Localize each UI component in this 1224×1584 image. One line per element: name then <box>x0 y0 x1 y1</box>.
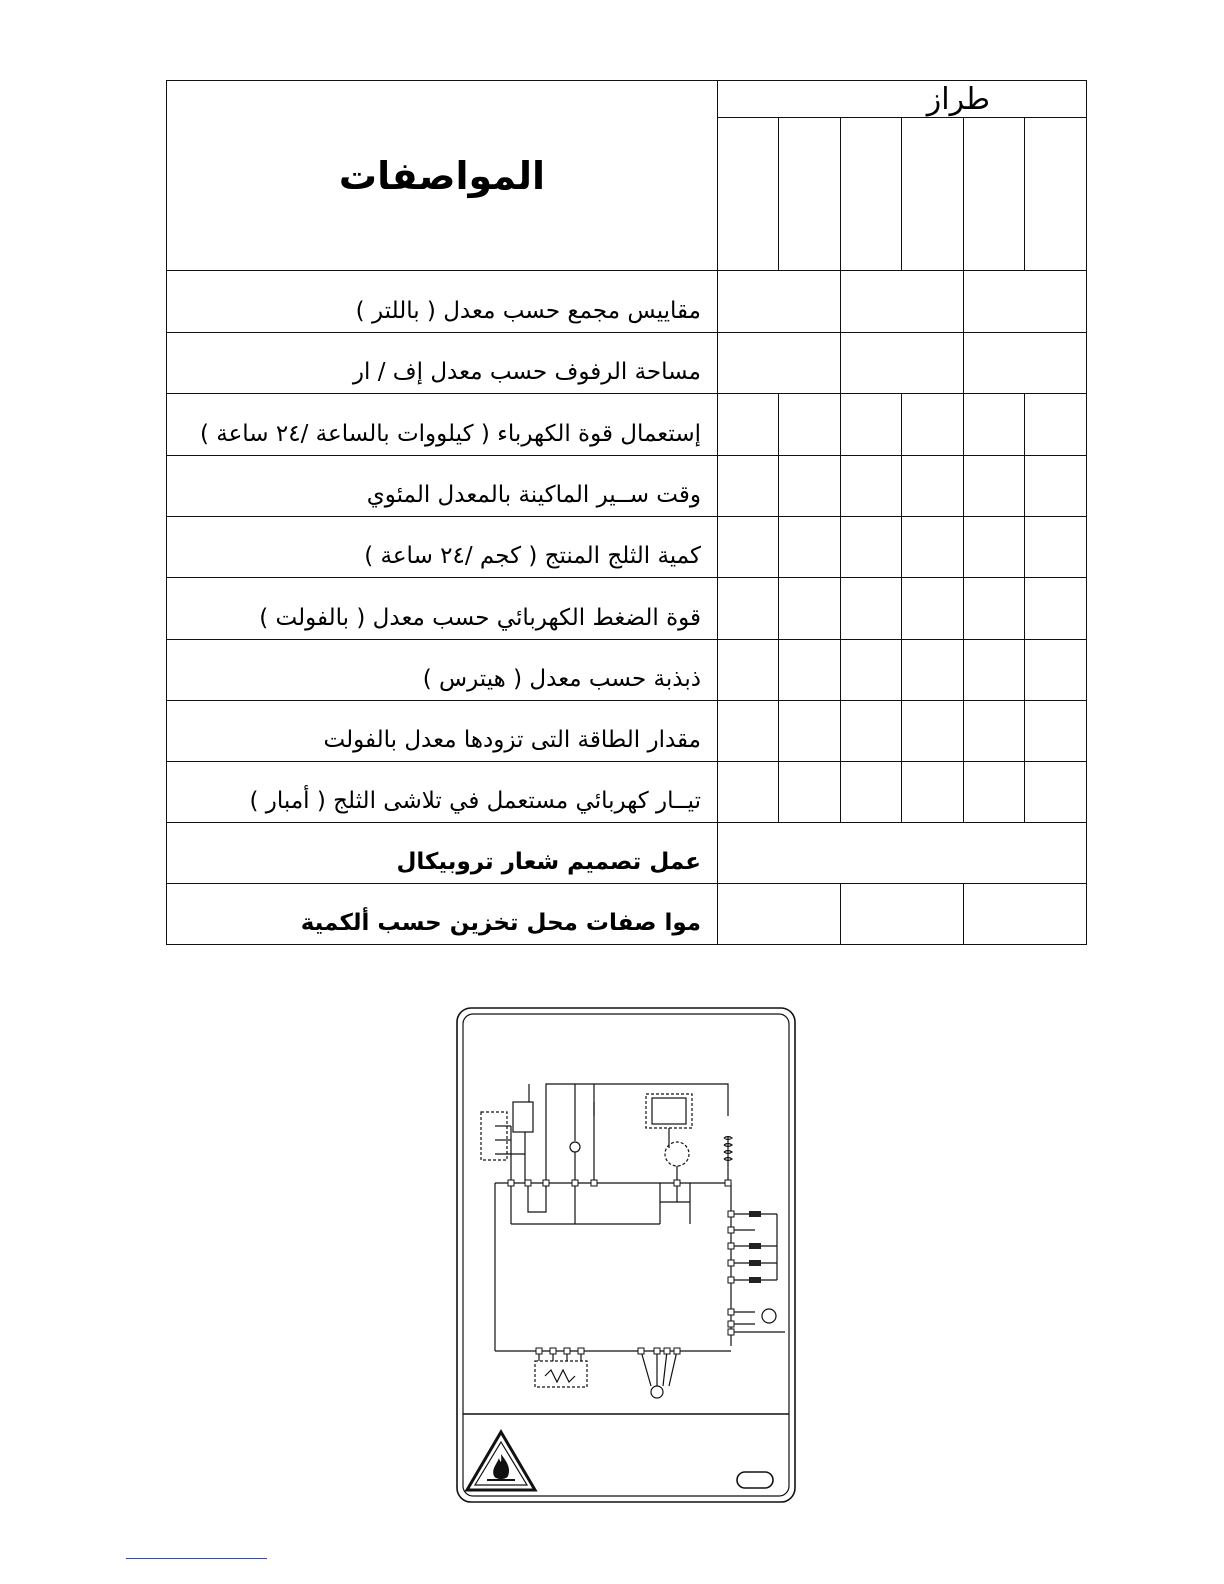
spec-row <box>167 701 1087 762</box>
spec-value-cell <box>902 394 964 456</box>
spec-value-cell <box>902 701 964 762</box>
spec-value-cell <box>1025 517 1087 578</box>
spec-value-cell <box>779 701 841 762</box>
specifications-table <box>166 80 1087 945</box>
spec-label: وقت ســير الماكينة بالمعدل المئوي <box>167 456 718 517</box>
spec-value-cell <box>1025 456 1087 517</box>
spec-label: كمية الثلج المنتج ( كجم /٢٤ ساعة ) <box>167 517 718 578</box>
model-header-text: طراز <box>926 81 991 117</box>
spec-label: قوة الضغط الكهربائي حسب معدل ( بالفولت ) <box>167 578 718 640</box>
spec-value-cell <box>718 884 841 945</box>
spec-label: مساحة الرفوف حسب معدل إف / ار <box>167 333 718 394</box>
spec-value-cell <box>841 701 902 762</box>
spec-label: إستعمال قوة الكهرباء ( كيلووات بالساعة /٢٤ ساعة ) <box>167 394 718 456</box>
spec-value-cell <box>1025 578 1087 640</box>
model-column-5 <box>964 118 1025 271</box>
spec-value-cell <box>964 394 1025 456</box>
spec-value-cell <box>964 271 1087 333</box>
spec-value-cell <box>841 333 964 394</box>
spec-value-cell <box>1025 762 1087 823</box>
spec-row <box>167 333 1087 394</box>
model-header <box>718 81 1087 118</box>
spec-value-cell <box>1025 394 1087 456</box>
spec-value-cell <box>841 456 902 517</box>
model-column-6 <box>1025 118 1087 271</box>
spec-row <box>167 456 1087 517</box>
spec-value-cell <box>1025 640 1087 701</box>
spec-label: ذبذبة حسب معدل ( هيترس ) <box>167 640 718 701</box>
spec-value-cell <box>718 517 779 578</box>
spec-row <box>167 394 1087 456</box>
spec-label: عمل تصميم شعار تروبيكال <box>167 823 718 884</box>
spec-value-cell <box>779 394 841 456</box>
specifications-title-text: المواصفات <box>338 153 546 198</box>
spec-value-cell <box>964 517 1025 578</box>
spec-value-cell <box>1025 701 1087 762</box>
spec-value-cell <box>964 578 1025 640</box>
spec-value-cell <box>964 884 1087 945</box>
spec-value-cell <box>902 456 964 517</box>
flammable-warning-icon <box>467 1432 535 1490</box>
spec-value-cell <box>718 456 779 517</box>
spec-value-cell <box>964 456 1025 517</box>
spec-label: تيــار كهربائي مستعمل في تلاشى الثلج ( أمبار ) <box>167 762 718 823</box>
spec-label: موا صفات محل تخزين حسب ألكمية <box>167 884 718 945</box>
spec-value-cell <box>718 578 779 640</box>
spec-value-cell <box>964 333 1087 394</box>
spec-value-cell <box>902 517 964 578</box>
spec-value-cell <box>902 762 964 823</box>
spec-value-cell <box>718 333 841 394</box>
spec-value-cell <box>964 701 1025 762</box>
spec-row <box>167 762 1087 823</box>
spec-value-cell <box>779 762 841 823</box>
spec-value-cell <box>718 640 779 701</box>
spec-label: مقدار الطاقة التى تزودها معدل بالفولت <box>167 701 718 762</box>
spec-value-cell <box>779 578 841 640</box>
spec-value-cell <box>779 456 841 517</box>
model-column-2 <box>779 118 841 271</box>
spec-value-cell <box>964 762 1025 823</box>
specifications-title <box>167 81 718 271</box>
wiring-diagram <box>455 1006 797 1504</box>
model-column-4 <box>902 118 964 271</box>
spec-value-cell <box>841 640 902 701</box>
spec-row <box>167 640 1087 701</box>
spec-value-cell <box>718 701 779 762</box>
spec-value-cell <box>902 640 964 701</box>
spec-value-cell <box>718 823 1087 884</box>
model-column-3 <box>841 118 902 271</box>
footer-rule <box>126 1558 267 1559</box>
spec-value-cell <box>718 394 779 456</box>
spec-value-cell <box>779 517 841 578</box>
spec-value-cell <box>841 884 964 945</box>
spec-value-cell <box>841 517 902 578</box>
spec-value-cell <box>841 394 902 456</box>
spec-row <box>167 517 1087 578</box>
spec-value-cell <box>718 271 841 333</box>
spec-row <box>167 578 1087 640</box>
spec-value-cell <box>964 640 1025 701</box>
spec-value-cell <box>902 578 964 640</box>
spec-row <box>167 884 1087 945</box>
model-column-1 <box>718 118 779 271</box>
spec-value-cell <box>718 762 779 823</box>
spec-label: مقاييس مجمع حسب معدل ( باللتر ) <box>167 271 718 333</box>
spec-value-cell <box>841 578 902 640</box>
spec-value-cell <box>779 640 841 701</box>
spec-value-cell <box>841 762 902 823</box>
spec-value-cell <box>841 271 964 333</box>
spec-row <box>167 823 1087 884</box>
spec-row <box>167 271 1087 333</box>
